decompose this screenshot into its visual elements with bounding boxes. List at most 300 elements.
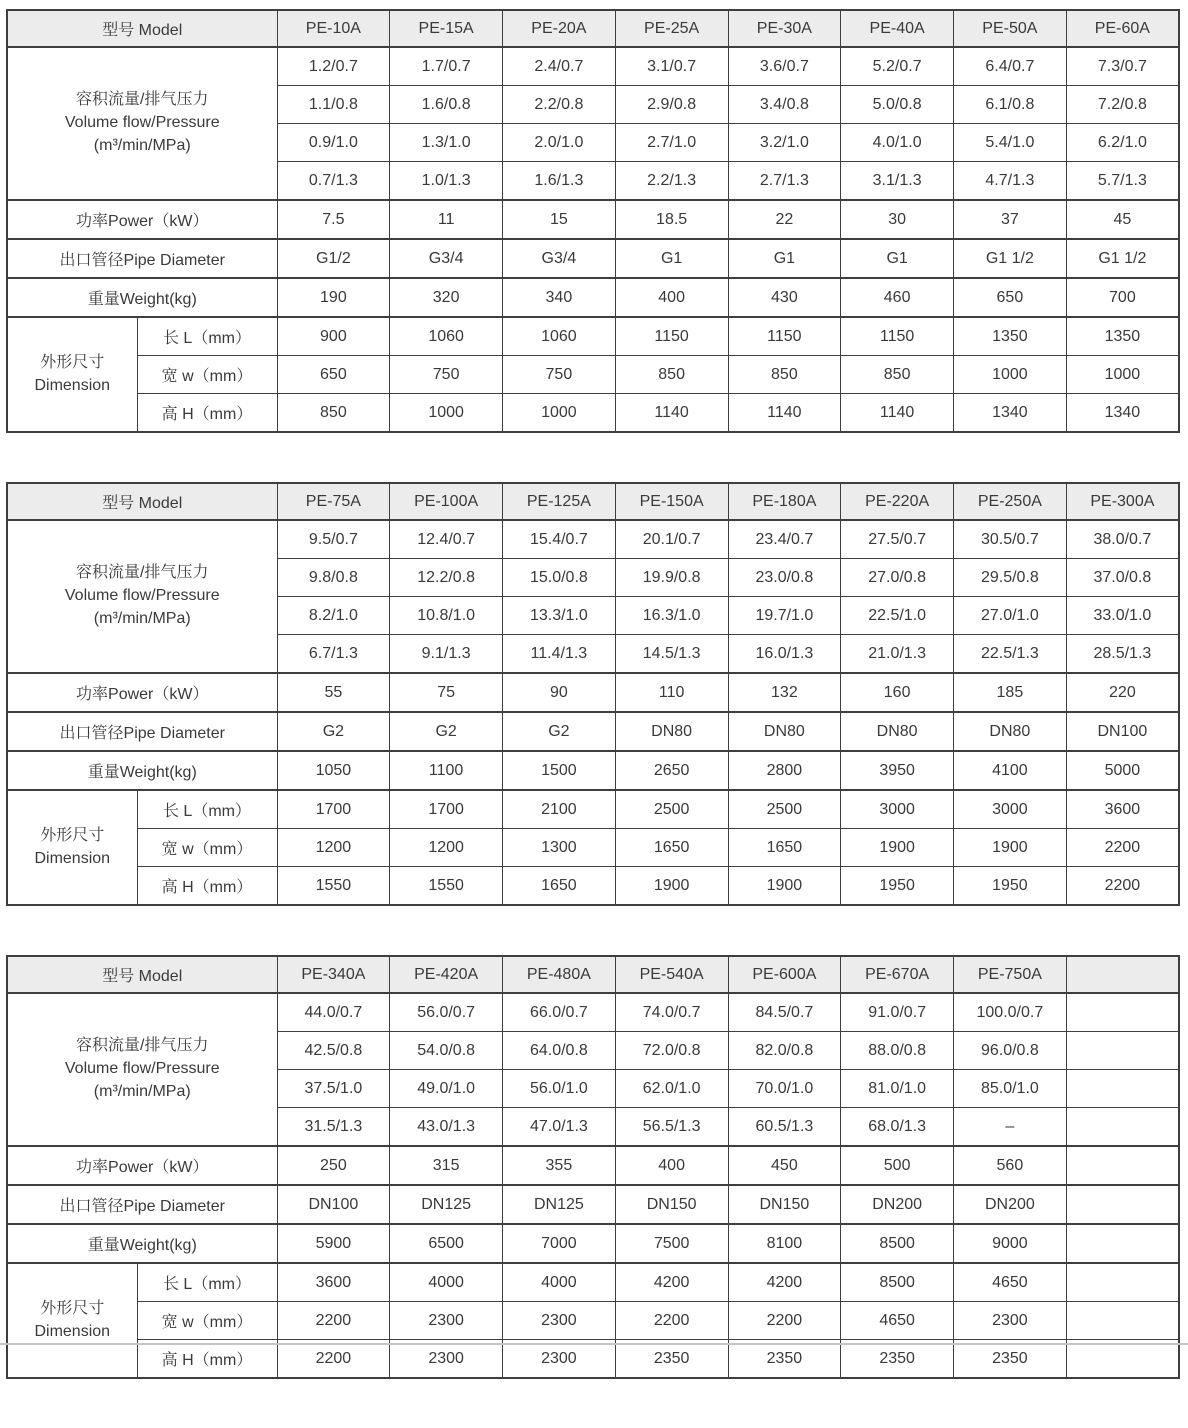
model-name-cell: PE-50A xyxy=(954,10,1067,47)
dimension-value-cell: 1150 xyxy=(615,317,728,356)
dimension-value-cell: 4200 xyxy=(728,1263,841,1302)
flow-value-cell: 91.0/0.7 xyxy=(841,993,954,1032)
weight-value-cell: 7500 xyxy=(615,1224,728,1263)
flow-pressure-label xyxy=(7,993,277,1146)
power-value-cell: 355 xyxy=(503,1146,616,1185)
flow-value-cell: 81.0/1.0 xyxy=(841,1070,954,1108)
flow-pressure-label-line: Volume flow/Pressure xyxy=(64,1060,220,1078)
dimension-value-cell: 750 xyxy=(390,356,503,394)
weight-value-cell: 4100 xyxy=(954,751,1067,790)
flow-value-cell: 9.8/0.8 xyxy=(277,559,390,597)
dimension-value-cell: 1550 xyxy=(390,867,503,906)
dimension-value-cell: 3000 xyxy=(841,790,954,829)
power-value-cell: 75 xyxy=(390,673,503,712)
flow-value-cell: 28.5/1.3 xyxy=(1066,635,1179,674)
weight-value-cell: 650 xyxy=(954,278,1067,317)
flow-value-cell: 27.5/0.7 xyxy=(841,520,954,559)
dimension-value-cell: 2350 xyxy=(728,1340,841,1379)
flow-value-cell: 15.4/0.7 xyxy=(503,520,616,559)
flow-value-cell xyxy=(1066,993,1179,1032)
flow-value-cell: 38.0/0.7 xyxy=(1066,520,1179,559)
pipe-diameter-cell: G1 xyxy=(841,239,954,278)
weight-value-cell: 6500 xyxy=(390,1224,503,1263)
weight-value-cell: 2650 xyxy=(615,751,728,790)
flow-value-cell: 62.0/1.0 xyxy=(615,1070,728,1108)
model-name-cell: PE-125A xyxy=(503,483,616,520)
weight-value-cell: 8100 xyxy=(728,1224,841,1263)
spec-table-2 xyxy=(6,482,1180,906)
model-name-cell xyxy=(1066,956,1179,993)
dimension-value-cell: 2350 xyxy=(954,1340,1067,1379)
weight-value-cell: 340 xyxy=(503,278,616,317)
model-name-cell: PE-250A xyxy=(954,483,1067,520)
dimension-value-cell: 2200 xyxy=(728,1302,841,1340)
flow-value-cell: 3.1/1.3 xyxy=(841,162,954,201)
flow-pressure-label-line: (m³/min/MPa) xyxy=(93,1082,191,1100)
flow-value-cell: 5.0/0.8 xyxy=(841,86,954,124)
model-name-cell: PE-20A xyxy=(503,10,616,47)
dimension-value-cell: 2200 xyxy=(615,1302,728,1340)
flow-value-cell: 9.1/1.3 xyxy=(390,635,503,674)
model-name-cell: PE-180A xyxy=(728,483,841,520)
model-name-cell: PE-30A xyxy=(728,10,841,47)
pipe-diameter-label: 出口管径Pipe Diameter xyxy=(7,1185,277,1224)
spec-table-1 xyxy=(6,9,1180,433)
flow-pressure-label-line: 容积流量/排气压力 xyxy=(76,91,209,109)
dimension-value-cell: 4000 xyxy=(503,1263,616,1302)
dimension-value-cell: 2300 xyxy=(503,1340,616,1379)
pipe-diameter-cell: DN200 xyxy=(954,1185,1067,1224)
flow-value-cell: 66.0/0.7 xyxy=(503,993,616,1032)
dimension-value-cell: 1700 xyxy=(390,790,503,829)
pipe-diameter-cell: G1 xyxy=(615,239,728,278)
flow-value-cell: 2.2/1.3 xyxy=(615,162,728,201)
flow-value-cell: 4.0/1.0 xyxy=(841,124,954,162)
flow-value-cell: 15.0/0.8 xyxy=(503,559,616,597)
dimension-value-cell: 1140 xyxy=(728,394,841,433)
flow-value-cell: 3.4/0.8 xyxy=(728,86,841,124)
pipe-diameter-cell: DN150 xyxy=(615,1185,728,1224)
pipe-diameter-cell: G1/2 xyxy=(277,239,390,278)
dimension-value-cell: 900 xyxy=(277,317,390,356)
weight-value-cell: 3950 xyxy=(841,751,954,790)
flow-value-cell: 88.0/0.8 xyxy=(841,1032,954,1070)
dimension-value-cell: 1650 xyxy=(503,867,616,906)
dimension-value-cell: 2500 xyxy=(728,790,841,829)
flow-value-cell: 6.2/1.0 xyxy=(1066,124,1179,162)
weight-value-cell: 190 xyxy=(277,278,390,317)
flow-value-cell: 2.2/0.8 xyxy=(503,86,616,124)
dimension-label-line: 外形尺寸 xyxy=(40,826,105,844)
flow-value-cell: 16.3/1.0 xyxy=(615,597,728,635)
pipe-diameter-cell: DN80 xyxy=(728,712,841,751)
flow-value-cell: 0.7/1.3 xyxy=(277,162,390,201)
flow-value-cell: 68.0/1.3 xyxy=(841,1108,954,1147)
flow-value-cell: 6.1/0.8 xyxy=(954,86,1067,124)
flow-value-cell: 96.0/0.8 xyxy=(954,1032,1067,1070)
flow-value-cell: 60.5/1.3 xyxy=(728,1108,841,1147)
power-value-cell: 160 xyxy=(841,673,954,712)
dimension-value-cell: 2350 xyxy=(841,1340,954,1379)
spec-sheet-page xyxy=(6,9,1180,1428)
flow-pressure-label-line: Volume flow/Pressure xyxy=(64,114,220,132)
pipe-diameter-cell: DN80 xyxy=(954,712,1067,751)
flow-value-cell: 14.5/1.3 xyxy=(615,635,728,674)
weight-value-cell xyxy=(1066,1224,1179,1263)
spec-table-3 xyxy=(6,955,1180,1379)
dimension-sub-label: 长 L（mm） xyxy=(137,1263,277,1302)
power-value-cell: 90 xyxy=(503,673,616,712)
dimension-value-cell: 1200 xyxy=(277,829,390,867)
flow-value-cell: 21.0/1.3 xyxy=(841,635,954,674)
dimension-value-cell: 1150 xyxy=(728,317,841,356)
pipe-diameter-cell: DN80 xyxy=(615,712,728,751)
dimension-value-cell: 1900 xyxy=(728,867,841,906)
flow-value-cell: 11.4/1.3 xyxy=(503,635,616,674)
dimension-value-cell xyxy=(1066,1302,1179,1340)
dimension-label-line: 外形尺寸 xyxy=(40,353,105,371)
flow-value-cell: 16.0/1.3 xyxy=(728,635,841,674)
power-value-cell: 22 xyxy=(728,200,841,239)
dimension-value-cell: 3000 xyxy=(954,790,1067,829)
model-name-cell: PE-600A xyxy=(728,956,841,993)
dimension-sub-label: 宽 w（mm） xyxy=(137,356,277,394)
dimension-value-cell: 1140 xyxy=(615,394,728,433)
pipe-diameter-cell: DN125 xyxy=(503,1185,616,1224)
power-label: 功率Power（kW） xyxy=(7,673,277,712)
weight-value-cell: 1500 xyxy=(503,751,616,790)
power-value-cell: 185 xyxy=(954,673,1067,712)
flow-value-cell: 4.7/1.3 xyxy=(954,162,1067,201)
flow-value-cell: 2.4/0.7 xyxy=(503,47,616,86)
flow-value-cell: 5.7/1.3 xyxy=(1066,162,1179,201)
flow-value-cell: 29.5/0.8 xyxy=(954,559,1067,597)
model-name-cell: PE-100A xyxy=(390,483,503,520)
flow-pressure-label-line: 容积流量/排气压力 xyxy=(76,1037,209,1055)
dimension-value-cell: 4650 xyxy=(841,1302,954,1340)
dimension-value-cell: 1340 xyxy=(1066,394,1179,433)
page-bottom-divider xyxy=(0,1343,1188,1345)
dimension-value-cell: 1550 xyxy=(277,867,390,906)
flow-value-cell: 2.7/1.0 xyxy=(615,124,728,162)
dimension-value-cell: 750 xyxy=(503,356,616,394)
flow-value-cell xyxy=(1066,1108,1179,1147)
weight-value-cell: 9000 xyxy=(954,1224,1067,1263)
dimension-value-cell: 2300 xyxy=(390,1302,503,1340)
flow-value-cell: 23.0/0.8 xyxy=(728,559,841,597)
flow-value-cell: 1.6/1.3 xyxy=(503,162,616,201)
flow-value-cell: 37.0/0.8 xyxy=(1066,559,1179,597)
power-value-cell: 132 xyxy=(728,673,841,712)
model-name-cell: PE-670A xyxy=(841,956,954,993)
pipe-diameter-cell: DN125 xyxy=(390,1185,503,1224)
pipe-diameter-cell: G2 xyxy=(277,712,390,751)
flow-value-cell: 100.0/0.7 xyxy=(954,993,1067,1032)
dimension-value-cell: 1650 xyxy=(728,829,841,867)
flow-value-cell: – xyxy=(954,1108,1067,1147)
dimension-value-cell: 1140 xyxy=(841,394,954,433)
dimension-sub-label: 高 H（mm） xyxy=(137,1340,277,1379)
dimension-value-cell: 650 xyxy=(277,356,390,394)
dimension-value-cell: 8500 xyxy=(841,1263,954,1302)
flow-value-cell: 74.0/0.7 xyxy=(615,993,728,1032)
flow-value-cell: 12.2/0.8 xyxy=(390,559,503,597)
model-header-label: 型号 Model xyxy=(7,956,277,993)
flow-value-cell: 85.0/1.0 xyxy=(954,1070,1067,1108)
model-header-label: 型号 Model xyxy=(7,483,277,520)
pipe-diameter-cell: DN200 xyxy=(841,1185,954,1224)
power-value-cell: 15 xyxy=(503,200,616,239)
flow-value-cell: 54.0/0.8 xyxy=(390,1032,503,1070)
power-value-cell: 7.5 xyxy=(277,200,390,239)
pipe-diameter-cell: G1 1/2 xyxy=(954,239,1067,278)
model-name-cell: PE-750A xyxy=(954,956,1067,993)
power-value-cell: 250 xyxy=(277,1146,390,1185)
flow-value-cell: 2.7/1.3 xyxy=(728,162,841,201)
flow-value-cell: 13.3/1.0 xyxy=(503,597,616,635)
dimension-label-line: Dimension xyxy=(34,376,111,394)
flow-value-cell: 70.0/1.0 xyxy=(728,1070,841,1108)
flow-value-cell: 8.2/1.0 xyxy=(277,597,390,635)
dimension-value-cell: 1000 xyxy=(390,394,503,433)
weight-value-cell: 2800 xyxy=(728,751,841,790)
flow-pressure-label-line: (m³/min/MPa) xyxy=(93,136,191,154)
pipe-diameter-cell: DN100 xyxy=(277,1185,390,1224)
dimension-label xyxy=(7,317,137,432)
flow-value-cell: 19.7/1.0 xyxy=(728,597,841,635)
flow-value-cell: 9.5/0.7 xyxy=(277,520,390,559)
dimension-value-cell: 3600 xyxy=(1066,790,1179,829)
flow-value-cell: 5.4/1.0 xyxy=(954,124,1067,162)
dimension-label xyxy=(7,790,137,905)
dimension-value-cell: 1300 xyxy=(503,829,616,867)
model-name-cell: PE-15A xyxy=(390,10,503,47)
flow-value-cell: 3.6/0.7 xyxy=(728,47,841,86)
dimension-value-cell: 2500 xyxy=(615,790,728,829)
dimension-value-cell: 1340 xyxy=(954,394,1067,433)
model-name-cell: PE-150A xyxy=(615,483,728,520)
pipe-diameter-cell: G2 xyxy=(503,712,616,751)
dimension-value-cell: 1900 xyxy=(954,829,1067,867)
weight-value-cell: 1050 xyxy=(277,751,390,790)
power-value-cell: 110 xyxy=(615,673,728,712)
flow-value-cell xyxy=(1066,1070,1179,1108)
flow-value-cell: 56.5/1.3 xyxy=(615,1108,728,1147)
model-name-cell: PE-340A xyxy=(277,956,390,993)
dimension-value-cell: 1150 xyxy=(841,317,954,356)
weight-value-cell: 460 xyxy=(841,278,954,317)
flow-value-cell: 82.0/0.8 xyxy=(728,1032,841,1070)
model-name-cell: PE-60A xyxy=(1066,10,1179,47)
model-name-cell: PE-40A xyxy=(841,10,954,47)
dimension-value-cell: 4000 xyxy=(390,1263,503,1302)
weight-value-cell: 7000 xyxy=(503,1224,616,1263)
weight-value-cell: 8500 xyxy=(841,1224,954,1263)
flow-value-cell: 64.0/0.8 xyxy=(503,1032,616,1070)
dimension-sub-label: 高 H（mm） xyxy=(137,867,277,906)
flow-value-cell: 31.5/1.3 xyxy=(277,1108,390,1147)
dimension-value-cell: 1650 xyxy=(615,829,728,867)
dimension-label-line: Dimension xyxy=(34,1322,111,1340)
flow-value-cell: 56.0/1.0 xyxy=(503,1070,616,1108)
dimension-value-cell: 1060 xyxy=(503,317,616,356)
dimension-sub-label: 长 L（mm） xyxy=(137,790,277,829)
power-value-cell: 220 xyxy=(1066,673,1179,712)
dimension-value-cell: 1900 xyxy=(841,829,954,867)
power-value-cell: 37 xyxy=(954,200,1067,239)
flow-value-cell: 22.5/1.0 xyxy=(841,597,954,635)
dimension-value-cell: 2200 xyxy=(1066,867,1179,906)
dimension-value-cell: 2300 xyxy=(390,1340,503,1379)
flow-value-cell: 30.5/0.7 xyxy=(954,520,1067,559)
pipe-diameter-cell: G1 xyxy=(728,239,841,278)
power-value-cell: 30 xyxy=(841,200,954,239)
pipe-diameter-cell: DN150 xyxy=(728,1185,841,1224)
pipe-diameter-cell xyxy=(1066,1185,1179,1224)
dimension-value-cell: 1950 xyxy=(954,867,1067,906)
flow-value-cell: 3.2/1.0 xyxy=(728,124,841,162)
dimension-value-cell: 1350 xyxy=(954,317,1067,356)
flow-value-cell: 2.0/1.0 xyxy=(503,124,616,162)
flow-value-cell: 44.0/0.7 xyxy=(277,993,390,1032)
flow-value-cell: 5.2/0.7 xyxy=(841,47,954,86)
dimension-label-line: 外形尺寸 xyxy=(40,1299,105,1317)
dimension-sub-label: 长 L（mm） xyxy=(137,317,277,356)
flow-value-cell: 33.0/1.0 xyxy=(1066,597,1179,635)
dimension-value-cell: 2200 xyxy=(277,1340,390,1379)
flow-value-cell: 6.7/1.3 xyxy=(277,635,390,674)
pipe-diameter-cell: G2 xyxy=(390,712,503,751)
weight-value-cell: 1100 xyxy=(390,751,503,790)
flow-value-cell: 1.0/1.3 xyxy=(390,162,503,201)
dimension-value-cell: 1000 xyxy=(954,356,1067,394)
dimension-label-line: Dimension xyxy=(34,849,111,867)
flow-pressure-label xyxy=(7,47,277,200)
dimension-value-cell: 2300 xyxy=(503,1302,616,1340)
dimension-value-cell: 2200 xyxy=(277,1302,390,1340)
flow-value-cell: 1.7/0.7 xyxy=(390,47,503,86)
dimension-value-cell: 2350 xyxy=(615,1340,728,1379)
flow-value-cell: 12.4/0.7 xyxy=(390,520,503,559)
dimension-value-cell: 850 xyxy=(728,356,841,394)
dimension-value-cell: 1000 xyxy=(503,394,616,433)
dimension-value-cell: 1000 xyxy=(1066,356,1179,394)
dimension-value-cell: 1700 xyxy=(277,790,390,829)
pipe-diameter-cell: DN80 xyxy=(841,712,954,751)
dimension-value-cell: 2200 xyxy=(1066,829,1179,867)
weight-value-cell: 430 xyxy=(728,278,841,317)
dimension-value-cell: 1060 xyxy=(390,317,503,356)
flow-value-cell: 20.1/0.7 xyxy=(615,520,728,559)
dimension-sub-label: 宽 w（mm） xyxy=(137,829,277,867)
flow-value-cell: 56.0/0.7 xyxy=(390,993,503,1032)
flow-value-cell: 1.2/0.7 xyxy=(277,47,390,86)
flow-value-cell: 19.9/0.8 xyxy=(615,559,728,597)
pipe-diameter-cell: G1 1/2 xyxy=(1066,239,1179,278)
flow-pressure-label xyxy=(7,520,277,673)
model-name-cell: PE-220A xyxy=(841,483,954,520)
flow-value-cell: 37.5/1.0 xyxy=(277,1070,390,1108)
flow-pressure-label-line: Volume flow/Pressure xyxy=(64,587,220,605)
pipe-diameter-cell: G3/4 xyxy=(503,239,616,278)
dimension-value-cell: 2300 xyxy=(954,1302,1067,1340)
weight-label: 重量Weight(kg) xyxy=(7,1224,277,1263)
power-value-cell: 11 xyxy=(390,200,503,239)
flow-value-cell: 0.9/1.0 xyxy=(277,124,390,162)
flow-value-cell: 2.9/0.8 xyxy=(615,86,728,124)
flow-value-cell: 1.1/0.8 xyxy=(277,86,390,124)
weight-label: 重量Weight(kg) xyxy=(7,278,277,317)
pipe-diameter-cell: G3/4 xyxy=(390,239,503,278)
power-value-cell xyxy=(1066,1146,1179,1185)
power-label: 功率Power（kW） xyxy=(7,1146,277,1185)
dimension-value-cell: 1950 xyxy=(841,867,954,906)
flow-value-cell: 7.3/0.7 xyxy=(1066,47,1179,86)
flow-value-cell: 7.2/0.8 xyxy=(1066,86,1179,124)
power-value-cell: 45 xyxy=(1066,200,1179,239)
dimension-value-cell: 1200 xyxy=(390,829,503,867)
power-value-cell: 450 xyxy=(728,1146,841,1185)
pipe-diameter-label: 出口管径Pipe Diameter xyxy=(7,712,277,751)
power-value-cell: 18.5 xyxy=(615,200,728,239)
dimension-value-cell: 4200 xyxy=(615,1263,728,1302)
dimension-value-cell xyxy=(1066,1263,1179,1302)
weight-label: 重量Weight(kg) xyxy=(7,751,277,790)
flow-value-cell: 72.0/0.8 xyxy=(615,1032,728,1070)
pipe-diameter-cell: DN100 xyxy=(1066,712,1179,751)
model-name-cell: PE-300A xyxy=(1066,483,1179,520)
flow-value-cell: 27.0/1.0 xyxy=(954,597,1067,635)
flow-value-cell: 43.0/1.3 xyxy=(390,1108,503,1147)
flow-value-cell: 84.5/0.7 xyxy=(728,993,841,1032)
flow-value-cell: 10.8/1.0 xyxy=(390,597,503,635)
flow-pressure-label-line: 容积流量/排气压力 xyxy=(76,564,209,582)
model-name-cell: PE-540A xyxy=(615,956,728,993)
weight-value-cell: 400 xyxy=(615,278,728,317)
dimension-value-cell: 2100 xyxy=(503,790,616,829)
power-value-cell: 560 xyxy=(954,1146,1067,1185)
power-label: 功率Power（kW） xyxy=(7,200,277,239)
flow-value-cell: 23.4/0.7 xyxy=(728,520,841,559)
power-value-cell: 500 xyxy=(841,1146,954,1185)
dimension-sub-label: 高 H（mm） xyxy=(137,394,277,433)
model-name-cell: PE-25A xyxy=(615,10,728,47)
weight-value-cell: 700 xyxy=(1066,278,1179,317)
pipe-diameter-label: 出口管径Pipe Diameter xyxy=(7,239,277,278)
dimension-sub-label: 宽 w（mm） xyxy=(137,1302,277,1340)
flow-value-cell: 47.0/1.3 xyxy=(503,1108,616,1147)
dimension-value-cell: 850 xyxy=(615,356,728,394)
power-value-cell: 400 xyxy=(615,1146,728,1185)
flow-value-cell: 6.4/0.7 xyxy=(954,47,1067,86)
flow-value-cell: 1.3/1.0 xyxy=(390,124,503,162)
dimension-value-cell: 1350 xyxy=(1066,317,1179,356)
weight-value-cell: 320 xyxy=(390,278,503,317)
flow-value-cell xyxy=(1066,1032,1179,1070)
model-name-cell: PE-420A xyxy=(390,956,503,993)
flow-value-cell: 22.5/1.3 xyxy=(954,635,1067,674)
flow-value-cell: 1.6/0.8 xyxy=(390,86,503,124)
model-name-cell: PE-480A xyxy=(503,956,616,993)
model-name-cell: PE-10A xyxy=(277,10,390,47)
power-value-cell: 55 xyxy=(277,673,390,712)
flow-pressure-label-line: (m³/min/MPa) xyxy=(93,609,191,627)
flow-value-cell: 42.5/0.8 xyxy=(277,1032,390,1070)
weight-value-cell: 5000 xyxy=(1066,751,1179,790)
weight-value-cell: 5900 xyxy=(277,1224,390,1263)
flow-value-cell: 49.0/1.0 xyxy=(390,1070,503,1108)
model-name-cell: PE-75A xyxy=(277,483,390,520)
